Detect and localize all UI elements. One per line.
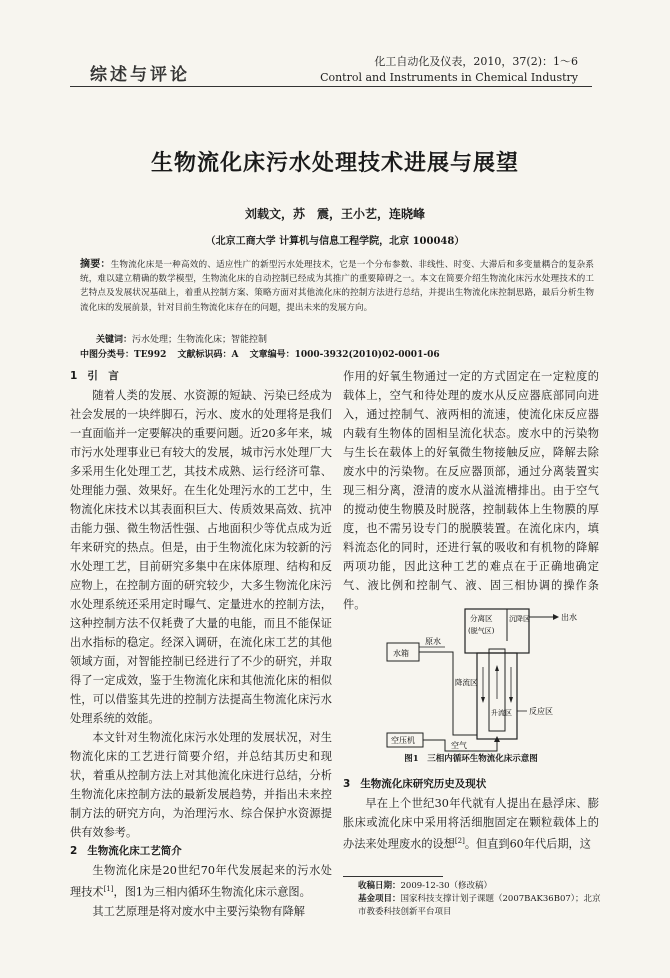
intro-paragraph-1: 随着人类的发展、水资源的短缺、污染已经成为社会发展的一块绊脚石，污水、废水的处理将是我们一直面临并一定要解决的重要问题。近20多年来，城市污水处理事业已有较大的发展，城市污水处理厂大多采用生化处理工艺，其技术成熟、运行经济可靠、处理能力强、效果好。在生化处理污水的工艺中，生物流化床技术以其表面积巨大、传质效果高效、抗冲击能力强、微生物活性强、占地面积少等优点成为近年来研究的热点。但是，由于生物流化床为较新的污水处理工艺，目前研究多集中在床体原理、结构和反应物上，在控制方面的研究较少，大多生物流化床污水处理系统还采用定时曝气、定量进水的控制方法，这种控制方法不仅耗费了大量的电能，而且不能保证出水指标的稳定。经深入调研，在流化床工艺的其他领域方面，对智能控制已经进行了不少的研究，并取得了一定成效，鉴于生物流化床和其他流化床的相似性，可以借鉴其先进的控制方法提高生物流化床污水处理系统的效能。 bbox=[70, 389, 332, 725]
citation-ref: [1] bbox=[103, 885, 114, 893]
abstract-text: 生物流化床是一种高效的、适应性广的新型污水处理技术，它是一个分布参数、非线性、时变、大滞后和多变量耦合的复杂系统，难以建立精确的数学模型，生物流化床的自动控制已经成为其推广的重要障碍之一。本文在简要介绍生物流化床污水处理技术的工艺特点及发展状况基础上，着重从控制方案、策略方面对其他流化床的控制方法进行总结，并提出生物流化床控制思路，最后分析生物流化床的发展前景，针对目前生物流化床存在的问题，提出未来的发展方向。 bbox=[80, 260, 595, 313]
degas-label: (脱气区) bbox=[468, 627, 495, 635]
section-heading-3: 3 生物流化床研究历史及现状 bbox=[343, 778, 487, 790]
reaction-label: 反应区 bbox=[529, 707, 553, 716]
sec2-paragraph-1: 生物流化床是20世纪70年代发展起来的污水处理技术[1]，图1为三相内循环生物流化床示意图。 bbox=[70, 864, 332, 899]
upflow-label: 升流区 bbox=[491, 709, 512, 717]
funding: 基金项目：国家科技支撑计划子课题（2007BAK36B07）；北京市教委科技创新平台项目 bbox=[358, 894, 601, 917]
abstract bbox=[80, 258, 594, 315]
keywords-label: 关键词： bbox=[96, 335, 133, 345]
keywords bbox=[96, 332, 267, 345]
separation-label: 分离区 bbox=[470, 614, 493, 623]
effluent-label: 出水 bbox=[561, 613, 577, 622]
header-rule bbox=[70, 86, 592, 87]
received-date: 收稿日期：2009-12-30（修改稿） bbox=[358, 881, 493, 891]
abstract-label: 摘要： bbox=[80, 259, 111, 270]
journal-name-english: Control and Instruments in Chemical Industry bbox=[320, 71, 578, 84]
sec2-paragraph-2: 其工艺原理是将对废水中主要污染物有降解 bbox=[92, 904, 305, 918]
authors: 刘载文，苏 震，王小艺，连晓峰 bbox=[244, 207, 425, 221]
raw-water-label: 原水 bbox=[425, 637, 441, 646]
figure-caption: 图1 三相内循环生物流化床示意图 bbox=[404, 754, 538, 764]
downflow-label: 降流区 bbox=[455, 678, 478, 687]
left-column bbox=[70, 367, 332, 921]
right-paragraph-1: 作用的好氧生物通过一定的方式固定在一定粒度的载体上，空气和待处理的废水从反应器底部同向进入，通过控制气、液两相的流速，使流化床反应器内载有生物体的固相呈流化状态。废水中的污染物与生长在载体上的好氧微生物接触反应，降解去除废水中的污染物。在反应器顶部，通过分离装置实现三相分离，澄清的废水从溢流槽排出。由于空气的搅动使生物膜及时脱落，控制载体上生物膜的厚度，也不需另设专门的脱膜装置。在流化床内，填料流态化的同时，还进行氧的吸收和有机物的降解两项功能，因此这种工艺的难点在于正确地确定气、液比例和控制气、液、固三相协调的操作条件。 bbox=[343, 370, 599, 611]
sec3-paragraph-1: 早在上个世纪30年代就有人提出在悬浮床、膨胀床或流化床中采用将活细胞固定在颗粒载体上的办法来处理废水的设想[2]。但直到60年代后期，这 bbox=[343, 797, 599, 851]
clc-number: 中图分类号：TE992 bbox=[80, 350, 167, 360]
keywords-text: 污水处理；生物流化床；智能控制 bbox=[132, 335, 268, 345]
compressor-label: 空压机 bbox=[391, 736, 415, 745]
affiliation: （北京工商大学 计算机与信息工程学院，北京 100048） bbox=[205, 236, 465, 247]
section-heading-2: 2 生物流化床工艺简介 bbox=[70, 845, 182, 857]
right-column bbox=[343, 367, 599, 614]
paper-title: 生物流化床污水处理技术进展与展望 bbox=[150, 150, 519, 176]
tank-label: 水箱 bbox=[393, 649, 409, 658]
section-heading-1: 1 引 言 bbox=[70, 370, 119, 382]
settle-label: 沉降区 bbox=[509, 615, 530, 623]
article-number: 文章编号：1000-3932(2010)02-0001-06 bbox=[249, 350, 440, 360]
section-header: 综述与评论 bbox=[90, 65, 190, 85]
document-code: 文献标识码：A bbox=[177, 350, 239, 360]
right-column-lower bbox=[343, 775, 599, 854]
journal-header bbox=[320, 54, 578, 86]
citation-ref: [2] bbox=[454, 837, 465, 845]
footnote-rule bbox=[343, 876, 443, 877]
classification-line bbox=[80, 347, 448, 360]
journal-citation: 化工自动化及仪表，2010，37(2)：1～6 bbox=[374, 55, 578, 68]
intro-paragraph-2: 本文针对生物流化床污水处理的发展状况，对生物流化床的工艺进行简要介绍，并总结其历史和现状，着重从控制方法上对其他流化床进行总结，分析生物流化床控制方法的最新发展趋势，并指出未来控制方法的研究方向，为治理污水、综合保护水资源提供有效参考。 bbox=[70, 731, 332, 839]
footnotes bbox=[358, 880, 608, 919]
air-label: 空气 bbox=[451, 741, 467, 750]
figure-1-diagram bbox=[385, 607, 585, 757]
